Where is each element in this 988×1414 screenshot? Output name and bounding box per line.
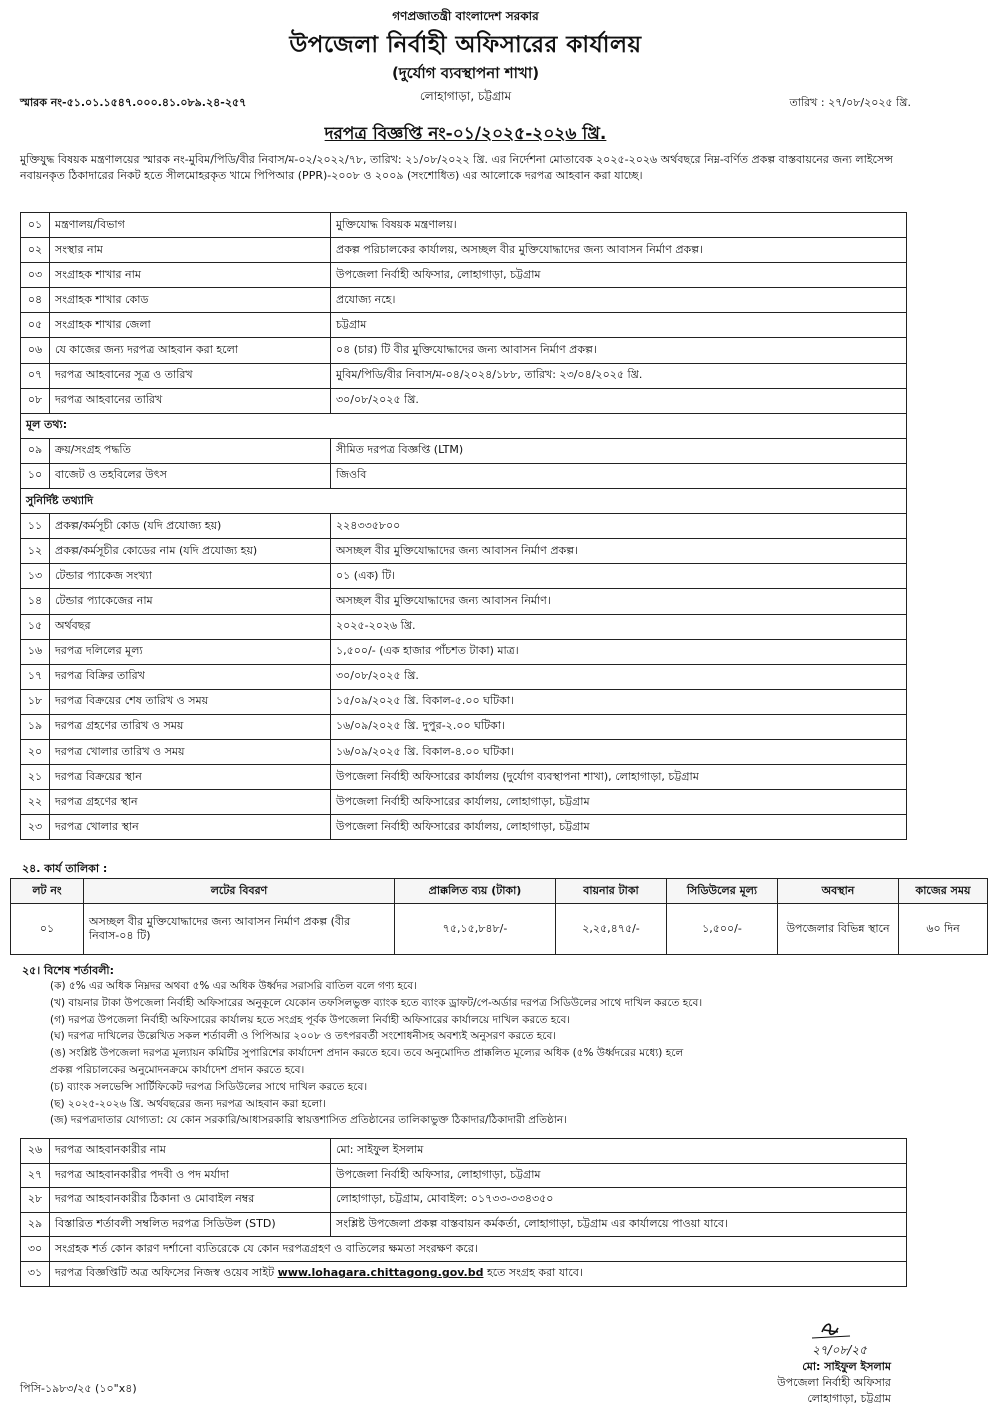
- office-name: উপজেলা নির্বাহী অফিসারের কার্যালয়: [289, 32, 642, 58]
- row-value: উপজেলা নির্বাহী অফিসার, লোহাগাড়া, চট্টগ্রাম: [331, 263, 907, 288]
- row-label: দরপত্র দলিলের মূল্য: [50, 639, 331, 664]
- row-label: সংগ্রাহক শাখার জেলা: [50, 313, 331, 338]
- row-label: দরপত্র খোলার তারিখ ও সময়: [50, 739, 331, 764]
- row-value: ১৬/০৯/২০২৫ খ্রি. দুপুর-২.০০ ঘটিকা।: [331, 714, 907, 739]
- conditions-title: ২৫। বিশেষ শর্তাবলী:: [22, 964, 114, 977]
- condition-item: (খ) বায়নার টাকা উপজেলা নির্বাহী অফিসারের অনুকূলে যেকোন তফসিলভুক্ত ব্যাংক হতে ব্যাংক ড্রাফট/পে-অর্ডার দরপত্র সিডিউলের সাথে দাখিল করতে হবে।: [50, 996, 703, 1009]
- row-number: ৩০: [21, 1237, 50, 1262]
- row-label: প্রকল্প/কর্মসূচী কোড (যদি প্রযোজ্য হয়): [50, 514, 331, 539]
- row-label: অর্থবছর: [50, 614, 331, 639]
- work-list-label: ২৪. কার্য তালিকা :: [22, 862, 108, 875]
- row-value: ০১ (এক) টি।: [331, 564, 907, 589]
- row-label: যে কাজের জন্য দরপত্র আহবান করা হলো: [50, 338, 331, 363]
- row-value: চট্টগ্রাম: [331, 313, 907, 338]
- condition-item: (ঙ) সংশ্লিষ্ট উপজেলা দরপত্র মূল্যায়ন কমিটির সুপারিশের কার্যাদেশ প্রদান করতে হবে। তবে অনুমোদিত প্রাক্কলিত মূল্যের অধিক (৫% উর্ধ্বদরের মধ্যে) হলে: [50, 1047, 684, 1060]
- table-row: [21, 463, 907, 488]
- table-row: [21, 589, 907, 614]
- table-row: [21, 288, 907, 313]
- website-suffix: হতে সংগ্রহ করা যাবে।: [483, 1266, 583, 1280]
- column-header: প্রাক্কলিত ব্যয় (টাকা): [395, 879, 556, 904]
- table-cell: ১,৫০০/-: [667, 904, 778, 955]
- row-value: লোহাগাড়া, চট্টগ্রাম, মোবাইল: ০১৭৩৩-৩৩৪৩৫০: [331, 1188, 907, 1213]
- table-row: [21, 539, 907, 564]
- row-value: ১,৫০০/- (এক হাজার পাঁচশত টাকা) মাত্র।: [331, 639, 907, 664]
- row-number: ১৭: [21, 664, 50, 689]
- row-number: ১৮: [21, 689, 50, 714]
- table-row: [21, 388, 907, 413]
- website-link[interactable]: www.lohagara.chittagong.gov.bd: [277, 1266, 484, 1280]
- condition-item: (ঘ) দরপত্র দাখিলের উল্লেখিত সকল শর্তাবলী ও পিপিআর ২০০৮ ও তৎপরবর্তী সংশোধনীসহ অবশ্যই অনুসরণ করতে হবে।: [50, 1030, 557, 1043]
- table-row: [21, 790, 907, 815]
- row-number: ১৯: [21, 714, 50, 739]
- column-header: বায়নার টাকা: [556, 879, 667, 904]
- row-value: ০৪ (চার) টি বীর মুক্তিযোদ্ধাদের জন্য আবাসন নির্মাণ প্রকল্প।: [331, 338, 907, 363]
- svg-text:২৭/০৮/২৫: ২৭/০৮/২৫: [812, 1343, 867, 1357]
- table-row: [21, 363, 907, 388]
- row-number: ১৪: [21, 589, 50, 614]
- intro-paragraph: মুক্তিযুদ্ধ বিষয়ক মন্ত্রণালয়ের স্মারক নং-মুবিম/পিডি/বীর নিবাস/ম-০২/২০২২/৭৮, তারিখ: ২১/০৮/২০২২ খ্রি. এর নির্দেশনা মোতাবেক ২০২৫-২০২৬ অর্থবছরে নিম্ন-বর্ণিত প্রকল্প বাস্তবায়নের জন্য লাইসেন্স নবায়নকৃত ঠিকাদারের নিকট হতে সীলমোহরকৃত খামে পিপিআর (PPR)-২০০৮ ও ২০০৯ (সংশোধিত) এর আলোকে দরপত্র আহবান করা যাচ্ছে।: [20, 153, 893, 182]
- branch-name: (দুর্যোগ ব্যবস্থাপনা শাখা): [391, 64, 540, 82]
- table-row: [11, 904, 988, 955]
- row-number: ২১: [21, 765, 50, 790]
- row-label: দরপত্র বিক্রয়ের শেষ তারিখ ও সময়: [50, 689, 331, 714]
- row-number: ১৩: [21, 564, 50, 589]
- column-header: লটের বিবরণ: [84, 879, 395, 904]
- row-number: ০৭: [21, 363, 50, 388]
- row-label: সংস্থার নাম: [50, 238, 331, 263]
- row-label: দরপত্র আহবানকারীর পদবী ও পদ মর্যাদা: [50, 1163, 331, 1188]
- table-row: [21, 689, 907, 714]
- row-number: ১৫: [21, 614, 50, 639]
- table-row: [21, 514, 907, 539]
- row-label: সংগ্রাহক শাখার কোড: [50, 288, 331, 313]
- condition-item: প্রকল্প পরিচালকের অনুমোদনক্রমে কার্যাদেশ প্রদান করতে হবে।: [50, 1063, 305, 1076]
- row-label: দরপত্র বিক্রয়ের স্থান: [50, 765, 331, 790]
- row-label: বাজেট ও তহবিলের উৎস: [50, 463, 331, 488]
- table-row: [21, 213, 907, 238]
- condition-item: (ছ) ২০২৫-২০২৬ খ্রি. অর্থবছরের জন্য দরপত্র আহবান করা হলো।: [50, 1097, 326, 1110]
- row-label: বিস্তারিত শর্তাবলী সম্বলিত দরপত্র সিডিউল (STD): [50, 1212, 331, 1237]
- row-value: ২২৪৩৩৫৮০০: [331, 514, 907, 539]
- row-label: সংগ্রাহক শাখার নাম: [50, 263, 331, 288]
- row-number: ০৩: [21, 263, 50, 288]
- signatory-designation: উপজেলা নির্বাহী অফিসার: [777, 1376, 891, 1389]
- notice-date: তারিখ : ২৭/০৮/২০২৫ খ্রি.: [789, 96, 911, 109]
- section-heading: মূল তথ্য:: [21, 413, 907, 438]
- table-cell: ৭৫,১৫,৮৪৮/-: [395, 904, 556, 955]
- row-value: জিওবি: [331, 463, 907, 488]
- row-number: ২৭: [21, 1163, 50, 1188]
- row-value: অসচ্ছল বীর মুক্তিযোদ্ধাদের জন্য আবাসন নির্মাণ।: [331, 589, 907, 614]
- row-number: ০২: [21, 238, 50, 263]
- row-number: ১০: [21, 463, 50, 488]
- government-name: গণপ্রজাতন্ত্রী বাংলাদেশ সরকার: [392, 9, 539, 23]
- website-prefix: দরপত্র বিজ্ঞপ্তিটি অত্র অফিসের নিজস্ব ওয়েব সাইট: [55, 1266, 278, 1280]
- row-label: টেন্ডার প্যাকেজের নাম: [50, 589, 331, 614]
- table-row: [21, 815, 907, 840]
- row-value: মুবিম/পিডি/বীর নিবাস/ম-০৪/২০২৪/১৮৮, তারিখ: ২৩/০৪/২০২৫ খ্রি.: [331, 363, 907, 388]
- row-number: ১১: [21, 514, 50, 539]
- row-value: উপজেলা নির্বাহী অফিসারের কার্যালয় (দুর্যোগ ব্যবস্থাপনা শাখা), লোহাগাড়া, চট্টগ্রাম: [331, 765, 907, 790]
- row-label: দরপত্র বিক্রির তারিখ: [50, 664, 331, 689]
- row-value: উপজেলা নির্বাহী অফিসারের কার্যালয়, লোহাগাড়া, চট্টগ্রাম: [331, 815, 907, 840]
- row-label: প্রকল্প/কর্মসূচীর কোডের নাম (যদি প্রযোজ্য হয়): [50, 539, 331, 564]
- column-header: কাজের সময়: [899, 879, 988, 904]
- section-row: [21, 413, 907, 438]
- column-header: সিডিউলের মূল্য: [667, 879, 778, 904]
- row-label: দরপত্র আহবানের সূত্র ও তারিখ: [50, 363, 331, 388]
- row-number: ২৮: [21, 1188, 50, 1213]
- row-value: ২০২৫-২০২৬ খ্রি.: [331, 614, 907, 639]
- table-row: [21, 564, 907, 589]
- table-cell: ৬০ দিন: [899, 904, 988, 955]
- row-label: মন্ত্রণালয়/বিভাগ: [50, 213, 331, 238]
- row-value: অসচ্ছল বীর মুক্তিযোদ্ধাদের জন্য আবাসন নির্মাণ প্রকল্প।: [331, 539, 907, 564]
- condition-item: (ক) ৫% এর অধিক নিম্নদর অথবা ৫% এর অধিক উর্ধ্বদর সরাসরি বাতিল বলে গণ্য হবে।: [50, 980, 417, 992]
- table-row: [21, 739, 907, 764]
- work-list-table: [10, 878, 988, 955]
- row-number: ০৪: [21, 288, 50, 313]
- row-label: টেন্ডার প্যাকেজ সংখ্যা: [50, 564, 331, 589]
- table-row: [21, 438, 907, 463]
- table-cell: ০১: [11, 904, 84, 955]
- memo-number: স্মারক নং-৫১.০১.১৫৪৭.০০০.৪১.০৮৯.২৪-২৫৭: [20, 96, 247, 109]
- row-value: সংশ্লিষ্ট উপজেলা প্রকল্প বাস্তবায়ন কর্মকর্তা, লোহাগাড়া, চট্টগ্রাম এর কার্যালয়ে পাওয়া যাবে।: [331, 1212, 907, 1237]
- signatory-location: লোহাগাড়া, চট্টগ্রাম: [807, 1392, 891, 1405]
- table-row: [21, 639, 907, 664]
- table-row: [21, 1188, 907, 1213]
- row-value: মো: সাইফুল ইসলাম: [331, 1139, 907, 1164]
- row-value: প্রযোজ্য নহে।: [331, 288, 907, 313]
- row-number: ১২: [21, 539, 50, 564]
- row-label: দরপত্র আহবানকারীর ঠিকানা ও মোবাইল নম্বর: [50, 1188, 331, 1213]
- table-cell: অসচ্ছল বীর মুক্তিযোদ্ধাদের জন্য আবাসন নির্মাণ প্রকল্প (বীর নিবাস-০৪ টি): [84, 904, 395, 955]
- row-number: ০১: [21, 213, 50, 238]
- condition-item: (চ) ব্যাংক সলভেন্সি সার্টিফিকেট দরপত্র সিডিউলের সাথে দাখিল করতে হবে।: [50, 1080, 368, 1093]
- row-label: দরপত্র গ্রহণের তারিখ ও সময়: [50, 714, 331, 739]
- row-label: দরপত্র আহবানকারীর নাম: [50, 1139, 331, 1164]
- row-number: ২২: [21, 790, 50, 815]
- table-row: [21, 313, 907, 338]
- office-location: লোহাগাড়া, চট্টগ্রাম: [419, 89, 512, 103]
- tender-title: দরপত্র বিজ্ঞপ্তি নং-০১/২০২৫-২০২৬ খ্রি.: [324, 124, 607, 144]
- row-value: প্রকল্প পরিচালকের কার্যালয়, অসচ্ছল বীর মুক্তিযোদ্ধাদের জন্য আবাসন নির্মাণ প্রকল্প।: [331, 238, 907, 263]
- condition-item: (জ) দরপত্রদাতার যোগ্যতা: যে কোন সরকারি/আধাসরকারি স্বায়ত্তশাসিত প্রতিষ্ঠানের তালিকাভুক্ত ঠিকাদার/ঠিকাদারী প্রতিষ্ঠান।: [50, 1114, 567, 1127]
- row-number: ১৬: [21, 639, 50, 664]
- column-header: অবস্থান: [778, 879, 899, 904]
- row-number: ০৮: [21, 388, 50, 413]
- table-row: [21, 714, 907, 739]
- row-value: সীমিত দরপত্র বিজ্ঞপ্তি (LTM): [331, 438, 907, 463]
- conditions-list: [50, 978, 908, 1129]
- table-cell: উপজেলার বিভিন্ন স্থানে: [778, 904, 899, 955]
- row-number: ২৩: [21, 815, 50, 840]
- table-cell: ২,২৫,৪৭৫/-: [556, 904, 667, 955]
- section-row: [21, 489, 907, 514]
- table-row: [21, 1139, 907, 1164]
- table-row: [21, 1261, 907, 1286]
- row-number: ২০: [21, 739, 50, 764]
- table-row: [21, 614, 907, 639]
- row-number: ০৬: [21, 338, 50, 363]
- table-row: [21, 1212, 907, 1237]
- row-value: মুক্তিযোদ্ধ বিষয়ক মন্ত্রণালয়।: [331, 213, 907, 238]
- signatory-name: মো: সাইফুল ইসলাম: [802, 1360, 891, 1373]
- tender-contact-table: [20, 1138, 907, 1287]
- row-value: ৩০/০৮/২০২৫ খ্রি.: [331, 388, 907, 413]
- table-row: [21, 238, 907, 263]
- row-full-text: সংগ্রহক শর্ত কোন কারণ দর্শানো ব্যতিরেকে যে কোন দরপত্রগ্রহণ ও বাতিলের ক্ষমতা সংরক্ষণ করে।: [50, 1237, 907, 1262]
- table-row: [21, 1163, 907, 1188]
- row-number: ০৫: [21, 313, 50, 338]
- row-label: দরপত্র খোলার স্থান: [50, 815, 331, 840]
- row-label: ক্রয়/সংগ্রহ পদ্ধতি: [50, 438, 331, 463]
- row-full-text: [50, 1261, 907, 1286]
- row-label: দরপত্র আহবানের তারিখ: [50, 388, 331, 413]
- row-value: উপজেলা নির্বাহী অফিসারের কার্যালয়, লোহাগাড়া, চট্টগ্রাম: [331, 790, 907, 815]
- row-number: ২৯: [21, 1212, 50, 1237]
- table-row: [21, 263, 907, 288]
- condition-item: (গ) দরপত্র উপজেলা নির্বাহী অফিসারের কার্যালয় হতে সংগ্রহ পূর্বক উপজেলা নির্বাহী অফিসারের কার্যালয়ে দাখিল করতে হবে।: [50, 1013, 571, 1026]
- table-row: [21, 765, 907, 790]
- row-value: ১৫/০৯/২০২৫ খ্রি. বিকাল-৫.০০ ঘটিকা।: [331, 689, 907, 714]
- column-header: লট নং: [11, 879, 84, 904]
- table-row: [21, 1237, 907, 1262]
- tender-info-table: [20, 212, 907, 840]
- row-value: ৩০/০৮/২০২৫ খ্রি.: [331, 664, 907, 689]
- row-number: ৩১: [21, 1261, 50, 1286]
- row-value: উপজেলা নির্বাহী অফিসার, লোহাগাড়া, চট্টগ্রাম: [331, 1163, 907, 1188]
- table-row: [21, 338, 907, 363]
- table-row: [21, 664, 907, 689]
- row-value: ১৬/০৯/২০২৫ খ্রি. বিকাল-৪.০০ ঘটিকা।: [331, 739, 907, 764]
- row-number: ২৬: [21, 1139, 50, 1164]
- section-heading: সুনির্দিষ্ট তথ্যাদি: [21, 489, 907, 514]
- footer-code: পিসি-১৯৮৩/২৫ (১০"x৪): [20, 1382, 137, 1395]
- row-label: দরপত্র গ্রহণের স্থান: [50, 790, 331, 815]
- row-number: ০৯: [21, 438, 50, 463]
